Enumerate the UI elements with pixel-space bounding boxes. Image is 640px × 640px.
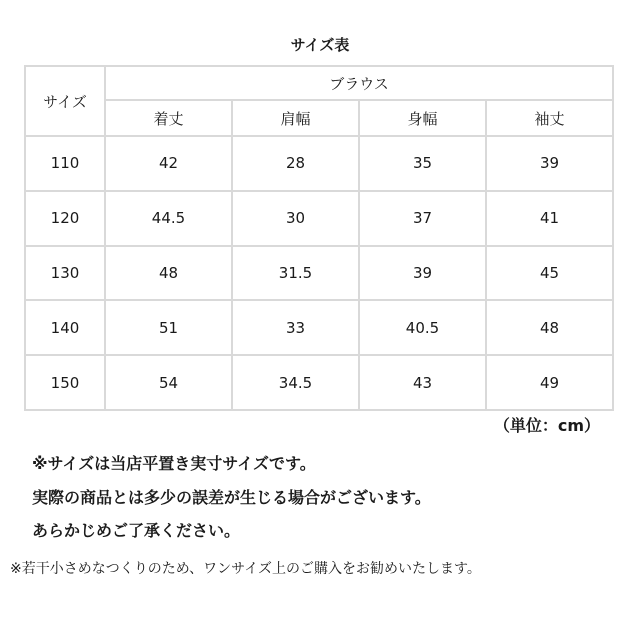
value-cell: 37 [359, 191, 486, 246]
value-cell: 39 [486, 136, 613, 191]
table-row [25, 246, 613, 301]
note-line: あらかじめご了承ください。 [32, 521, 241, 540]
note-line: ※サイズは当店平置き実寸サイズです。 [32, 454, 316, 473]
value-cell: 48 [105, 246, 232, 301]
value-cell: 51 [105, 300, 232, 355]
value-cell: 34.5 [232, 355, 359, 410]
column-header: 袖丈 [486, 100, 613, 136]
table-row [25, 355, 613, 410]
size-cell: 140 [25, 300, 105, 355]
value-cell: 44.5 [105, 191, 232, 246]
value-cell: 43 [359, 355, 486, 410]
blouse-group-header: ブラウス [105, 66, 613, 100]
value-cell: 30 [232, 191, 359, 246]
size-cell: 150 [25, 355, 105, 410]
value-cell: 28 [232, 136, 359, 191]
size-column-header: サイズ [25, 66, 105, 136]
table-subheader-row [25, 100, 613, 136]
value-cell: 49 [486, 355, 613, 410]
column-header: 肩幅 [232, 100, 359, 136]
column-header: 身幅 [359, 100, 486, 136]
value-cell: 48 [486, 300, 613, 355]
size-cell: 110 [25, 136, 105, 191]
note-line: 実際の商品とは多少の誤差が生じる場合がございます。 [32, 488, 431, 507]
value-cell: 41 [486, 191, 613, 246]
table-row [25, 300, 613, 355]
value-cell: 54 [105, 355, 232, 410]
value-cell: 39 [359, 246, 486, 301]
size-table [24, 65, 614, 411]
value-cell: 33 [232, 300, 359, 355]
size-cell: 130 [25, 246, 105, 301]
table-row [25, 191, 613, 246]
value-cell: 40.5 [359, 300, 486, 355]
size-cell: 120 [25, 191, 105, 246]
value-cell: 45 [486, 246, 613, 301]
page-title: サイズ表 [290, 36, 350, 54]
note-line: ※若干小さめなつくりのため、ワンサイズ上のご購入をお勧めいたします。 [10, 561, 481, 577]
value-cell: 42 [105, 136, 232, 191]
table-row [25, 136, 613, 191]
value-cell: 31.5 [232, 246, 359, 301]
unit-label: （単位：cm） [493, 416, 600, 435]
column-header: 着丈 [105, 100, 232, 136]
value-cell: 35 [359, 136, 486, 191]
table-header-row [25, 66, 613, 100]
